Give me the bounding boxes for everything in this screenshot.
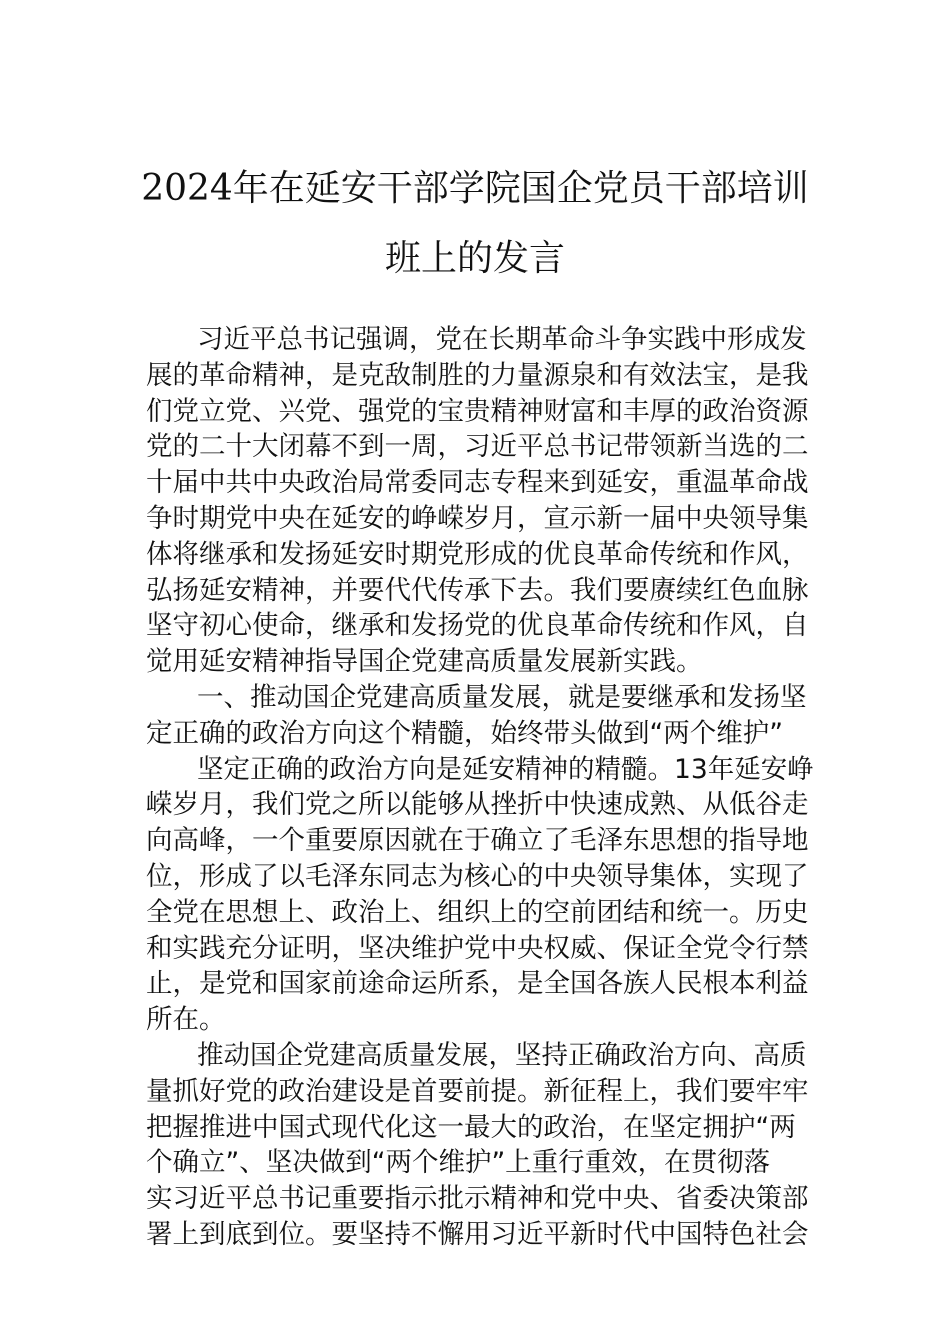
paragraph-2-line: 全党在思想上、政治上、组织上的空前团结和统一。历史 <box>146 896 809 928</box>
paragraph-1-line: 党的二十大闭幕不到一周，习近平总书记带领新当选的二 <box>146 431 809 463</box>
paragraph-2-line: 嵘岁月，我们党之所以能够从挫折中快速成熟、从低谷走 <box>146 789 809 821</box>
paragraph-3-line: 署上到底到位。要坚持不懈用习近平新时代中国特色社会 <box>146 1218 809 1250</box>
paragraph-1-line: 展的革命精神，是克敌制胜的力量源泉和有效法宝，是我 <box>146 359 809 391</box>
paragraph-3-line: 实习近平总书记重要指示批示精神和党中央、省委决策部 <box>146 1183 809 1215</box>
paragraph-2-line: 向高峰，一个重要原因就在于确立了毛泽东思想的指导地 <box>146 825 809 857</box>
paragraph-1-line: 争时期党中央在延安的峥嵘岁月，宣示新一届中央领导集 <box>146 502 809 534</box>
paragraph-1-line: 们党立党、兴党、强党的宝贵精神财富和丰厚的政治资源 <box>146 395 809 427</box>
paragraph-1-line: 坚守初心使命，继承和发扬党的优良革命传统和作风，自 <box>146 610 809 642</box>
paragraph-3-line: 量抓好党的政治建设是首要前提。新征程上，我们要牢牢 <box>146 1075 809 1107</box>
paragraph-2-line: 和实践充分证明，坚决维护党中央权威、保证全党令行禁 <box>146 932 809 964</box>
paragraph-3-line: 个确立”、坚决做到“两个维护”上重行重效，在贯彻落 <box>146 1147 771 1179</box>
paragraph-1-line: 习近平总书记强调，党在长期革命斗争实践中形成发 <box>197 324 807 355</box>
paragraph-2-line: 坚定正确的政治方向是延安精神的精髓。13年延安峥 <box>197 753 814 785</box>
paragraph-2-line: 所在。 <box>146 1004 226 1036</box>
paragraph-3-line: 推动国企党建高质量发展，坚持正确政治方向、高质 <box>197 1039 807 1071</box>
document-body <box>146 322 814 1253</box>
section-heading-line: 定正确的政治方向这个精髓，始终带头做到“两个维护” <box>146 717 783 749</box>
paragraph-2-line: 位，形成了以毛泽东同志为核心的中央领导集体，实现了 <box>146 860 809 892</box>
paragraph-3-line: 把握推进中国式现代化这一最大的政治，在坚定拥护“两 <box>146 1111 796 1143</box>
section-heading-line: 一、推动国企党建高质量发展，就是要继承和发扬坚 <box>197 681 807 713</box>
paragraph-1-line: 觉用延安精神指导国企党建高质量发展新实践。 <box>146 646 703 678</box>
paragraph-1-line: 体将继承和发扬延安时期党形成的优良革命传统和作风， <box>146 538 809 570</box>
paragraph-1-line: 弘扬延安精神，并要代代传承下去。我们要赓续红色血脉 <box>146 574 809 606</box>
document-title-line-2: 班上的发言 <box>384 238 565 279</box>
paragraph-2-line: 止，是党和国家前途命运所系，是全国各族人民根本利益 <box>146 968 809 1000</box>
document-title-line-1: 2024年在延安干部学院国企党员干部培训 <box>141 168 809 209</box>
paragraph-1-line: 十届中共中央政治局常委同志专程来到延安，重温革命战 <box>146 467 809 499</box>
